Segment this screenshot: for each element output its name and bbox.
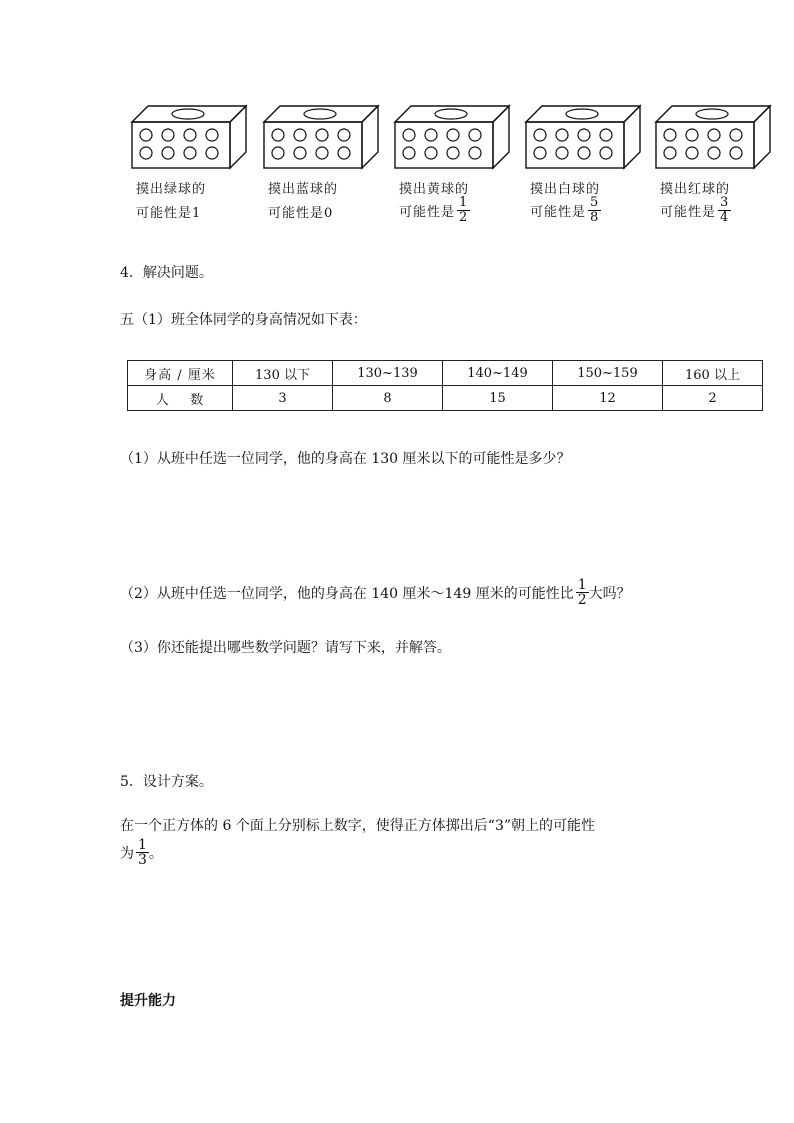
- fraction-denominator: 3: [138, 852, 147, 868]
- box-fraction: [588, 196, 601, 225]
- box-caption-line2: [530, 196, 601, 225]
- ball-icon: [708, 147, 720, 159]
- ball-icon: [708, 129, 720, 141]
- ball-icon: [447, 147, 459, 159]
- box-caption-text: 可能性是: [530, 205, 587, 220]
- ball-icon: [403, 147, 415, 159]
- ball-icon: [184, 147, 196, 159]
- fraction-numerator: 5: [590, 195, 600, 210]
- ball-icon: [447, 129, 459, 141]
- table-count-1: 8: [333, 386, 443, 411]
- table-count-3: 12: [552, 386, 662, 411]
- ball-icon: [534, 147, 546, 159]
- q5-line2: [120, 838, 163, 867]
- ball-icon: [578, 147, 590, 159]
- q4-sub2-fraction: [576, 578, 589, 607]
- q4-sub1: （1）从班中任选一位同学，他的身高在 130 厘米以下的可能性是多少？: [120, 451, 571, 467]
- ball-icon: [425, 147, 437, 159]
- fraction-denominator: 2: [459, 210, 469, 225]
- ball-icon: [272, 129, 284, 141]
- ball-box: [393, 100, 511, 225]
- box-caption-line1: 摸出红球的: [660, 182, 731, 197]
- ball-icon: [294, 129, 306, 141]
- box-caption-line2: [399, 196, 470, 225]
- q4-sub3: （3）你还能提出哪些数学问题？请写下来，并解答。: [120, 640, 451, 656]
- ball-icon: [184, 129, 196, 141]
- ball-icon: [338, 147, 350, 159]
- ball-icon: [316, 129, 328, 141]
- q4-sub2: [120, 578, 631, 607]
- box-caption-text: 可能性是: [399, 205, 456, 220]
- q5-line2-prefix: 为: [120, 845, 134, 862]
- table-count-0: 3: [233, 386, 333, 411]
- ball-icon: [686, 147, 698, 159]
- q5-heading: 5．设计方案。: [120, 774, 213, 790]
- box-caption-line2: [136, 202, 201, 221]
- ball-icon: [140, 147, 152, 159]
- box-caption-line2: [660, 196, 731, 225]
- ball-icon: [140, 129, 152, 141]
- table-col-0: 130 以下: [233, 361, 333, 386]
- box-drawing: [654, 100, 772, 172]
- box-caption-line1: 摸出绿球的: [136, 182, 207, 197]
- section-heading: 提升能力: [120, 993, 176, 1009]
- box-drawing: [524, 100, 642, 172]
- table-count-4: 2: [662, 386, 762, 411]
- box-caption-text: 可能性是: [660, 205, 717, 220]
- table-col-3: 150~159: [552, 361, 662, 386]
- q4-sub2-suffix: 大吗？: [588, 585, 631, 602]
- box-caption-text: 可能性是1: [136, 206, 202, 221]
- ball-icon: [578, 129, 590, 141]
- box-drawing: [262, 100, 380, 172]
- ball-icon: [469, 129, 481, 141]
- ball-icon: [600, 147, 612, 159]
- ball-icon: [206, 147, 218, 159]
- ball-box: [130, 100, 248, 221]
- ball-icon: [556, 129, 568, 141]
- box-caption-text: 可能性是0: [268, 206, 334, 221]
- ball-icon: [600, 129, 612, 141]
- fraction-denominator: 4: [720, 210, 730, 225]
- ball-icon: [425, 129, 437, 141]
- fraction-denominator: 8: [590, 210, 600, 225]
- box-caption-line1: 摸出白球的: [530, 182, 601, 197]
- ball-icon: [162, 129, 174, 141]
- box-caption-line2: [268, 202, 333, 221]
- fraction-numerator: 1: [138, 837, 147, 853]
- box-caption-line1: 摸出蓝球的: [268, 182, 339, 197]
- table-count-2: 15: [443, 386, 553, 411]
- q4-heading: 4．解决问题。: [120, 265, 213, 281]
- ball-icon: [664, 147, 676, 159]
- ball-icon: [534, 129, 546, 141]
- table-header-label: 身高 / 厘米: [128, 361, 233, 386]
- ball-icon: [686, 129, 698, 141]
- ball-icon: [556, 147, 568, 159]
- fraction-denominator: 2: [577, 592, 587, 608]
- table-row: [128, 386, 763, 411]
- table-col-4: 160 以上: [662, 361, 762, 386]
- table-col-1: 130~139: [333, 361, 443, 386]
- ball-icon: [403, 129, 415, 141]
- box-drawing: [130, 100, 248, 172]
- ball-icon: [338, 129, 350, 141]
- ball-box: [524, 100, 642, 225]
- q5-line1: 在一个正方体的 6 个面上分别标上数字，使得正方体掷出后“3”朝上的可能性: [120, 818, 596, 834]
- ball-icon: [664, 129, 676, 141]
- ball-box: [262, 100, 380, 221]
- ball-icon: [730, 147, 742, 159]
- fraction-numerator: 3: [720, 195, 730, 210]
- box-fraction: [718, 196, 731, 225]
- ball-icon: [162, 147, 174, 159]
- table-row: [128, 361, 763, 386]
- ball-icon: [272, 147, 284, 159]
- box-fraction: [457, 196, 470, 225]
- ball-icon: [730, 129, 742, 141]
- fraction-numerator: 1: [459, 195, 469, 210]
- ball-box: [654, 100, 772, 225]
- table-col-2: 140~149: [443, 361, 553, 386]
- ball-icon: [206, 129, 218, 141]
- table-row-label: 人 数: [128, 386, 233, 411]
- q4-intro: 五（1）班全体同学的身高情况如下表：: [120, 312, 367, 328]
- fraction-numerator: 1: [577, 577, 587, 593]
- ball-icon: [294, 147, 306, 159]
- q4-sub2-prefix: （2）从班中任选一位同学，他的身高在 140 厘米～149 厘米的可能性比: [120, 585, 574, 602]
- ball-icon: [469, 147, 481, 159]
- height-table: [127, 360, 763, 411]
- box-drawing: [393, 100, 511, 172]
- ball-icon: [316, 147, 328, 159]
- q5-line2-suffix: 。: [148, 845, 163, 862]
- q5-fraction: [136, 838, 149, 867]
- box-caption-line1: 摸出黄球的: [399, 182, 470, 197]
